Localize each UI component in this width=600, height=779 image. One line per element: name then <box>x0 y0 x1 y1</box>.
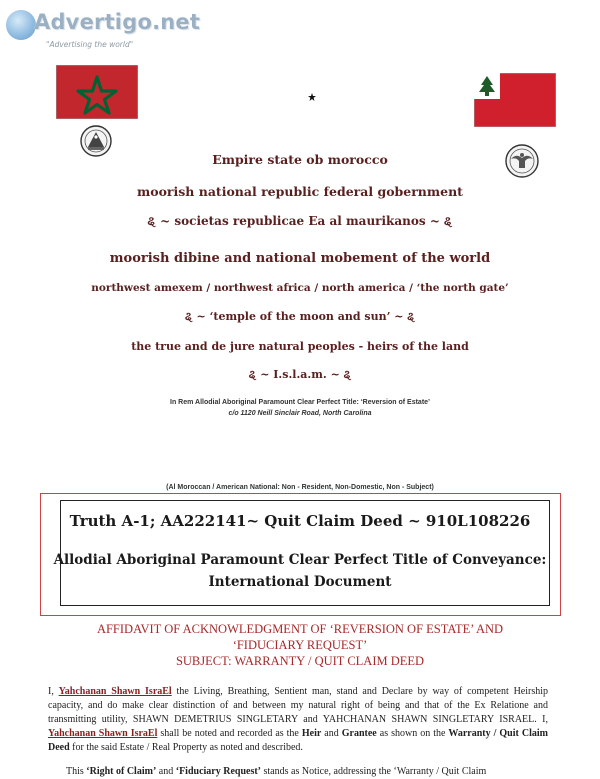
watermark <box>4 6 201 50</box>
body-paragraph-2: This ‘Right of Claim’ and ‘Fiduciary Request’ stands as Notice, addressing the ‘Warranty / Quit Claim <box>66 766 487 777</box>
header-line-7: the true and de jure natural peoples - heirs of the land <box>131 340 469 353</box>
globe-icon <box>6 10 36 40</box>
ornament-left: ୡ ~ <box>147 214 171 228</box>
body-paragraph-1: I, Yahchanan Shawn IsraEl the Living, Breathing, Sentient man, stand and Declare by way of competent Heirship capacity, and do make clear distinction of and between my natural right of being and that of the Ex Relatione and transmitting utility, SHAWN DEMETRIUS SINGLETARY and YAHCHANAN SHAWN SINGLETARY ISRAEL. I, Yahchanan Shawn IsraEl shall be noted and recorded as the Heir and Grantee as shown on the Warranty / Quit Claim Deed for the said Estate / Real Property as noted and described. <box>48 686 549 753</box>
affidavit-line-1: AFFIDAVIT OF ACKNOWLEDGMENT OF ‘REVERSION OF ESTATE’ AND <box>96 622 504 636</box>
affidavit-line-2: ‘FIDUCIARY REQUEST’ <box>232 638 368 652</box>
header-line-1: Empire state ob morocco <box>212 152 388 167</box>
watermark-tagline: "Advertising the world" <box>46 40 134 49</box>
header-line-3: ୡ ~ societas republicae Ea al maurikanos ~ ୡ <box>147 214 453 228</box>
address-line: c/o 1120 Neill Sinclair Road, North Carolina <box>228 410 372 417</box>
flag-pine-tree-icon <box>474 73 556 127</box>
ornament-right: ~ ୡ <box>330 368 352 381</box>
ornament-right: ~ ୡ <box>429 214 453 228</box>
header-line-8: ୡ ~ I.s.l.a.m. ~ ୡ <box>248 368 352 381</box>
ornament-left: ୡ ~ <box>184 310 206 323</box>
deed-title: Truth A-1; AA222141~ Quit Claim Deed ~ 910L108226 <box>69 512 531 530</box>
flag-morocco-icon <box>56 65 138 119</box>
ornament-right: ~ ୡ <box>394 310 416 323</box>
national-status: (Al Moroccan / American National: Non - Resident, Non-Domestic, Non - Subject) <box>166 484 434 491</box>
crescent-star-icon <box>288 80 320 112</box>
heir-name: Yahchanan Shawn IsraEl <box>58 686 172 697</box>
watermark-brand: Advertigo.net <box>34 10 201 34</box>
header-line-5: northwest amexem / northwest africa / north america / ‘the north gate’ <box>91 282 509 294</box>
header-line-6: ୡ ~ ‘temple of the moon and sun’ ~ ୡ <box>184 310 416 323</box>
conveyance-title: Allodial Aboriginal Paramount Clear Perfect Title of Conveyance: <box>53 552 547 568</box>
in-rem-line: In Rem Allodial Aboriginal Paramount Clear Perfect Title: ‘Reversion of Estate’ <box>170 399 430 406</box>
header-line-2: moorish national republic federal gobernment <box>137 184 463 199</box>
affidavit-subject: SUBJECT: WARRANTY / QUIT CLAIM DEED <box>175 654 425 668</box>
heir-name-2: Yahchanan Shawn IsraEl <box>48 728 158 739</box>
header-line-4: moorish dibine and national mobement of the world <box>109 251 491 266</box>
international-document: International Document <box>208 574 392 590</box>
ornament-left: ୡ ~ <box>248 368 270 381</box>
